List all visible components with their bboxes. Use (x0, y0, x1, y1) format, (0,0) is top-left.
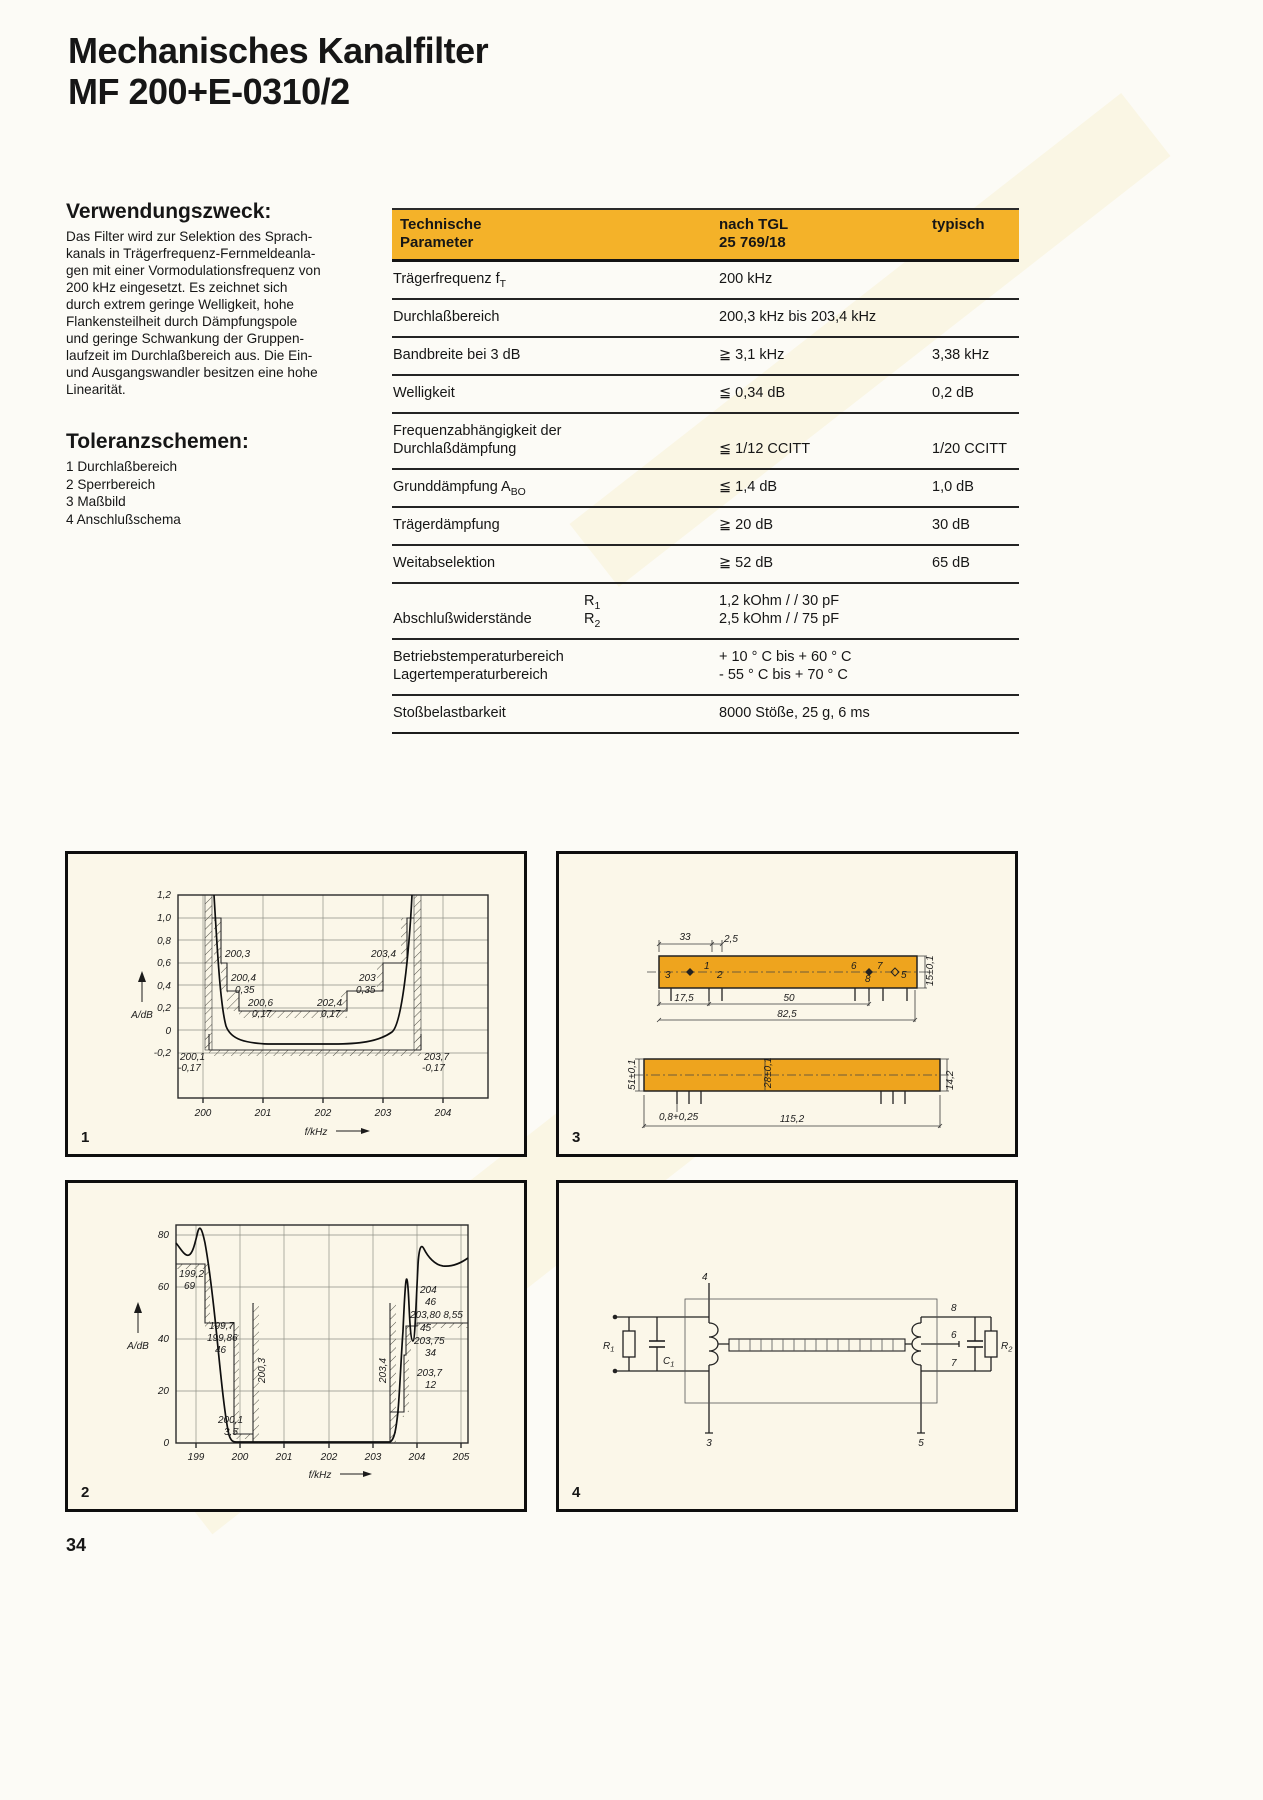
figure-annotation: 51±0,1 (627, 1059, 638, 1090)
figure-annotation: 200 (231, 1452, 249, 1463)
figure-annotation: 203 (359, 973, 376, 984)
figure4-schematic (559, 1183, 1015, 1509)
wires (615, 1283, 991, 1433)
page-number: 34 (66, 1535, 87, 1555)
figure-annotation: 3 (706, 1438, 712, 1449)
figure-annotation: 203,80 8,55 (410, 1310, 463, 1321)
figure-number: 1 (81, 1129, 90, 1146)
figure-annotation: 202 (320, 1452, 338, 1463)
figure-annotation: 45 (420, 1323, 432, 1334)
table-header-tgl: nach TGL 25 769/18 (718, 209, 931, 261)
capacitor-c2 (967, 1341, 983, 1347)
input-coil (709, 1323, 718, 1365)
schemes-section (66, 430, 368, 528)
figure-annotation: 3,5 (224, 1427, 238, 1438)
param-tgl-value: ≧ 52 dB (718, 545, 931, 583)
figure-1-passband-tolerance (65, 851, 527, 1157)
figure-3-dimension-drawing (556, 851, 1018, 1157)
figure-annotation: 200,4 (231, 973, 257, 984)
figure-annotation: 46 (425, 1297, 437, 1308)
figure-annotation: 0,8 (157, 936, 171, 947)
page-title: Mechanisches Kanalfilter MF 200+E-0310/2 (68, 30, 489, 112)
figure-annotation: 199,2 (179, 1269, 205, 1280)
param-typical-value: 3,38 kHz (931, 337, 1019, 375)
figure-annotation: 203,7 (424, 1052, 450, 1063)
figure-annotation: 200,1 (218, 1415, 244, 1426)
figure3-drawing (559, 854, 1015, 1154)
param-typical-value: 1,0 dB (931, 469, 1019, 507)
figure-annotation: 0,35 (356, 985, 376, 996)
figure-annotation: 0,17 (321, 1009, 341, 1020)
figure-annotation: 60 (157, 1282, 169, 1293)
param-tgl-value: ≧ 3,1 kHz (718, 337, 931, 375)
figure-annotation: 200,6 (248, 998, 274, 1009)
param-tgl-value: + 10 ° C bis + 60 ° C - 55 ° C bis + 70 ° C (718, 639, 931, 695)
figure-annotation: 4 (702, 1272, 708, 1283)
table-row (392, 639, 1019, 695)
figure-annotation: 203,4 (371, 949, 397, 960)
figure-annotation: 80 (157, 1230, 169, 1241)
figure-annotation: 6 (951, 1330, 957, 1341)
scheme-item: 2 Sperrbereich (66, 476, 156, 492)
figure-annotation: 40 (157, 1334, 169, 1345)
figure-annotation: 8 (951, 1303, 957, 1314)
table-row (392, 337, 1019, 375)
figure-annotation: 3 (665, 970, 671, 981)
axis-ticks (196, 1443, 461, 1448)
param-tgl-value: 200,3 kHz bis 203,4 kHz (718, 299, 931, 337)
figure-number: 4 (572, 1484, 581, 1501)
table-row (392, 545, 1019, 583)
figure-annotation: f/kHz (304, 1127, 328, 1138)
figure-annotation: 203,7 (417, 1368, 443, 1379)
figure-annotation: 200 (194, 1108, 212, 1119)
figure-annotation: 203,4 (378, 1357, 389, 1383)
figure-annotation: 200,3 (257, 1357, 268, 1383)
figure-annotation: 203 (364, 1452, 382, 1463)
scheme-item: 1 Durchlaßbereich (66, 459, 178, 474)
figure-annotation: $R_1$ (603, 1341, 615, 1354)
figure-annotation: 1 (704, 961, 710, 972)
figure-annotation: 203 (374, 1108, 392, 1119)
purpose-section (66, 200, 368, 398)
table-row (392, 261, 1019, 300)
param-tgl-value: 1,2 kOhm / / 30 pF 2,5 kOhm / / 75 pF (718, 583, 931, 639)
figure-annotation: 28±0,1 (763, 1057, 774, 1088)
figure-annotation: 5 (901, 970, 907, 981)
figure-annotation: 8 (865, 974, 871, 985)
figure-annotation: 199,86 (207, 1333, 238, 1344)
figure-annotation: A/dB (131, 1010, 153, 1021)
figure-annotation: 20 (157, 1386, 169, 1397)
table-row (392, 695, 1019, 733)
figure-annotation: 1,2 (157, 890, 171, 901)
figure-annotation: 7 (951, 1358, 957, 1369)
figure-annotation: 2 (717, 970, 723, 981)
table-header-typical: typisch (931, 209, 1019, 261)
figure1-chart (68, 854, 524, 1154)
figure-annotation: 0,4 (157, 981, 171, 992)
figure-4-connection-schematic (556, 1180, 1018, 1512)
figure2-chart (68, 1183, 524, 1509)
parameters-table-body (392, 261, 1019, 734)
figure-annotation: A/dB (127, 1341, 149, 1352)
resistor-r1 (623, 1331, 635, 1357)
param-label: Grunddämpfung $A_{BO}$ (392, 469, 718, 507)
scheme-item: 3 Maßbild (66, 494, 126, 509)
figure-annotation: 200,1 (180, 1052, 206, 1063)
figure-annotation: 50 (783, 993, 795, 1004)
resonator-bar (718, 1339, 912, 1351)
figure-annotation: -0,2 (153, 1048, 171, 1059)
param-label: Durchlaßbereich (392, 299, 718, 337)
figure-annotation: 204 (434, 1108, 452, 1119)
param-label: Weitabselektion (392, 545, 718, 583)
figure-annotation: $R_2$ (1001, 1341, 1013, 1354)
figure-number: 3 (572, 1129, 581, 1146)
figure-annotation: 1,0 (157, 913, 171, 924)
figure-annotation: 199,7 (209, 1321, 235, 1332)
terminal-dot (613, 1315, 618, 1320)
capacitor-c1 (649, 1341, 665, 1347)
param-label: Bandbreite bei 3 dB (392, 337, 718, 375)
table-row (392, 375, 1019, 413)
purpose-heading: Verwendungszweck: (66, 200, 272, 223)
param-tgl-value: ≧ 20 dB (718, 507, 931, 545)
figure-annotation: 0,17 (252, 1009, 272, 1020)
figure-annotation: 200,3 (225, 949, 251, 960)
schemes-heading: Toleranzschemen: (66, 430, 249, 453)
figure-annotation: 14,2 (945, 1070, 956, 1090)
figure-annotation: 33 (679, 932, 691, 943)
param-symbol: $R_1$ $R_2$ (584, 593, 601, 630)
figure-annotation: 203,75 (414, 1336, 445, 1347)
table-row (392, 469, 1019, 507)
resistor-r2 (985, 1331, 997, 1357)
param-label: Frequenzabhängigkeit der Durchlaßdämpfung (392, 413, 718, 469)
figure-number: 2 (81, 1484, 90, 1501)
terminal-dot (613, 1369, 618, 1374)
figure-annotation: 12 (425, 1380, 437, 1391)
figure-annotation: 34 (425, 1348, 437, 1359)
figure-annotation: $C_1$ (663, 1356, 675, 1369)
param-tgl-value: 8000 Stöße, 25 g, 6 ms (718, 695, 931, 733)
figure-annotation: 2,5 (724, 934, 738, 945)
figure-annotation: -0,17 (422, 1063, 445, 1074)
param-typical-value (931, 695, 1019, 733)
figure-2-stopband-tolerance (65, 1180, 527, 1512)
param-typical-value: 1/20 CCITT (931, 413, 1019, 469)
figure-annotation: 6 (851, 961, 857, 972)
figure-annotation: 201 (254, 1108, 272, 1119)
figure-annotation: 202 (314, 1108, 332, 1119)
figure-annotation: 17,5 (674, 993, 694, 1004)
figure-annotation: 202,4 (317, 998, 343, 1009)
param-typical-value (931, 583, 1019, 639)
figure-annotation: 82,5 (777, 1009, 797, 1020)
param-typical-value: 30 dB (931, 507, 1019, 545)
param-label: Abschlußwiderstände $R_1$ $R_2$ (392, 583, 718, 639)
parameters-table (392, 208, 1019, 734)
pins (677, 1091, 905, 1104)
table-header-row (392, 209, 1019, 261)
param-tgl-value: ≦ 0,34 dB (718, 375, 931, 413)
param-label: Betriebstemperaturbereich Lagertemperaturbereich (392, 639, 718, 695)
scheme-item: 4 Anschlußschema (66, 511, 181, 527)
figure-annotation: 0,2 (157, 1003, 171, 1014)
output-coil (912, 1323, 921, 1365)
figure-annotation: 205 (452, 1452, 470, 1463)
figure-annotation: 0 (163, 1438, 169, 1449)
param-typical-value (931, 639, 1019, 695)
figure-annotation: 0,35 (235, 985, 255, 996)
figure-annotation: -0,17 (178, 1063, 201, 1074)
table-row (392, 413, 1019, 469)
table-row (392, 583, 1019, 639)
purpose-text: Das Filter wird zur Selektion des Sprach- kanals in Trägerfrequenz-Fernmeldeanla- gen mit einer Vormodulationsfrequenz von 200 kHz eingesetzt. Es zeichnet sich durch extrem geringe Welligkeit, hohe Flankensteilheit durch Dämpfungspole und geringe Schwankung der Gruppen- laufzeit im Durchlaßbereich aus. Die Ein- und Ausgangswandler besitzen eine hohe Linearität. (66, 229, 321, 397)
param-label: Trägerdämpfung (392, 507, 718, 545)
figure-annotation: 5 (918, 1438, 924, 1449)
axis-ticks (203, 1098, 443, 1103)
figure-annotation: 204 (420, 1285, 437, 1296)
figure-annotation: 204 (408, 1452, 426, 1463)
table-row (392, 299, 1019, 337)
figure-annotation: 15±0,1 (925, 955, 936, 986)
figure-annotation: 115,2 (779, 1114, 805, 1125)
param-typical-value (931, 299, 1019, 337)
param-typical-value (931, 261, 1019, 300)
figure-annotation: f/kHz (308, 1470, 332, 1481)
param-tgl-value: ≦ 1,4 dB (718, 469, 931, 507)
figure-annotation: 0,6 (157, 958, 171, 969)
param-label: Welligkeit (392, 375, 718, 413)
figure-annotation: 46 (215, 1345, 227, 1356)
param-label: Trägerfrequenz $f_T$ (393, 271, 507, 290)
figure-annotation: 0,8+0,25 (659, 1112, 699, 1123)
param-label: Stoßbelastbarkeit (392, 695, 718, 733)
param-typical-value: 65 dB (931, 545, 1019, 583)
figure-annotation: 201 (275, 1452, 293, 1463)
schemes-list (66, 458, 368, 528)
figure-annotation: 199 (187, 1452, 205, 1463)
table-header-parameter: Technische Parameter (392, 209, 718, 261)
figure-annotation: 0 (165, 1026, 171, 1037)
figure-annotation: 69 (184, 1281, 196, 1292)
table-row (392, 507, 1019, 545)
figure4-labels (603, 1272, 1013, 1449)
param-typical-value: 0,2 dB (931, 375, 1019, 413)
figure-annotation: 7 (877, 961, 883, 972)
param-tgl-value: 200 kHz (719, 271, 773, 287)
param-tgl-value: ≦ 1/12 CCITT (718, 413, 931, 469)
